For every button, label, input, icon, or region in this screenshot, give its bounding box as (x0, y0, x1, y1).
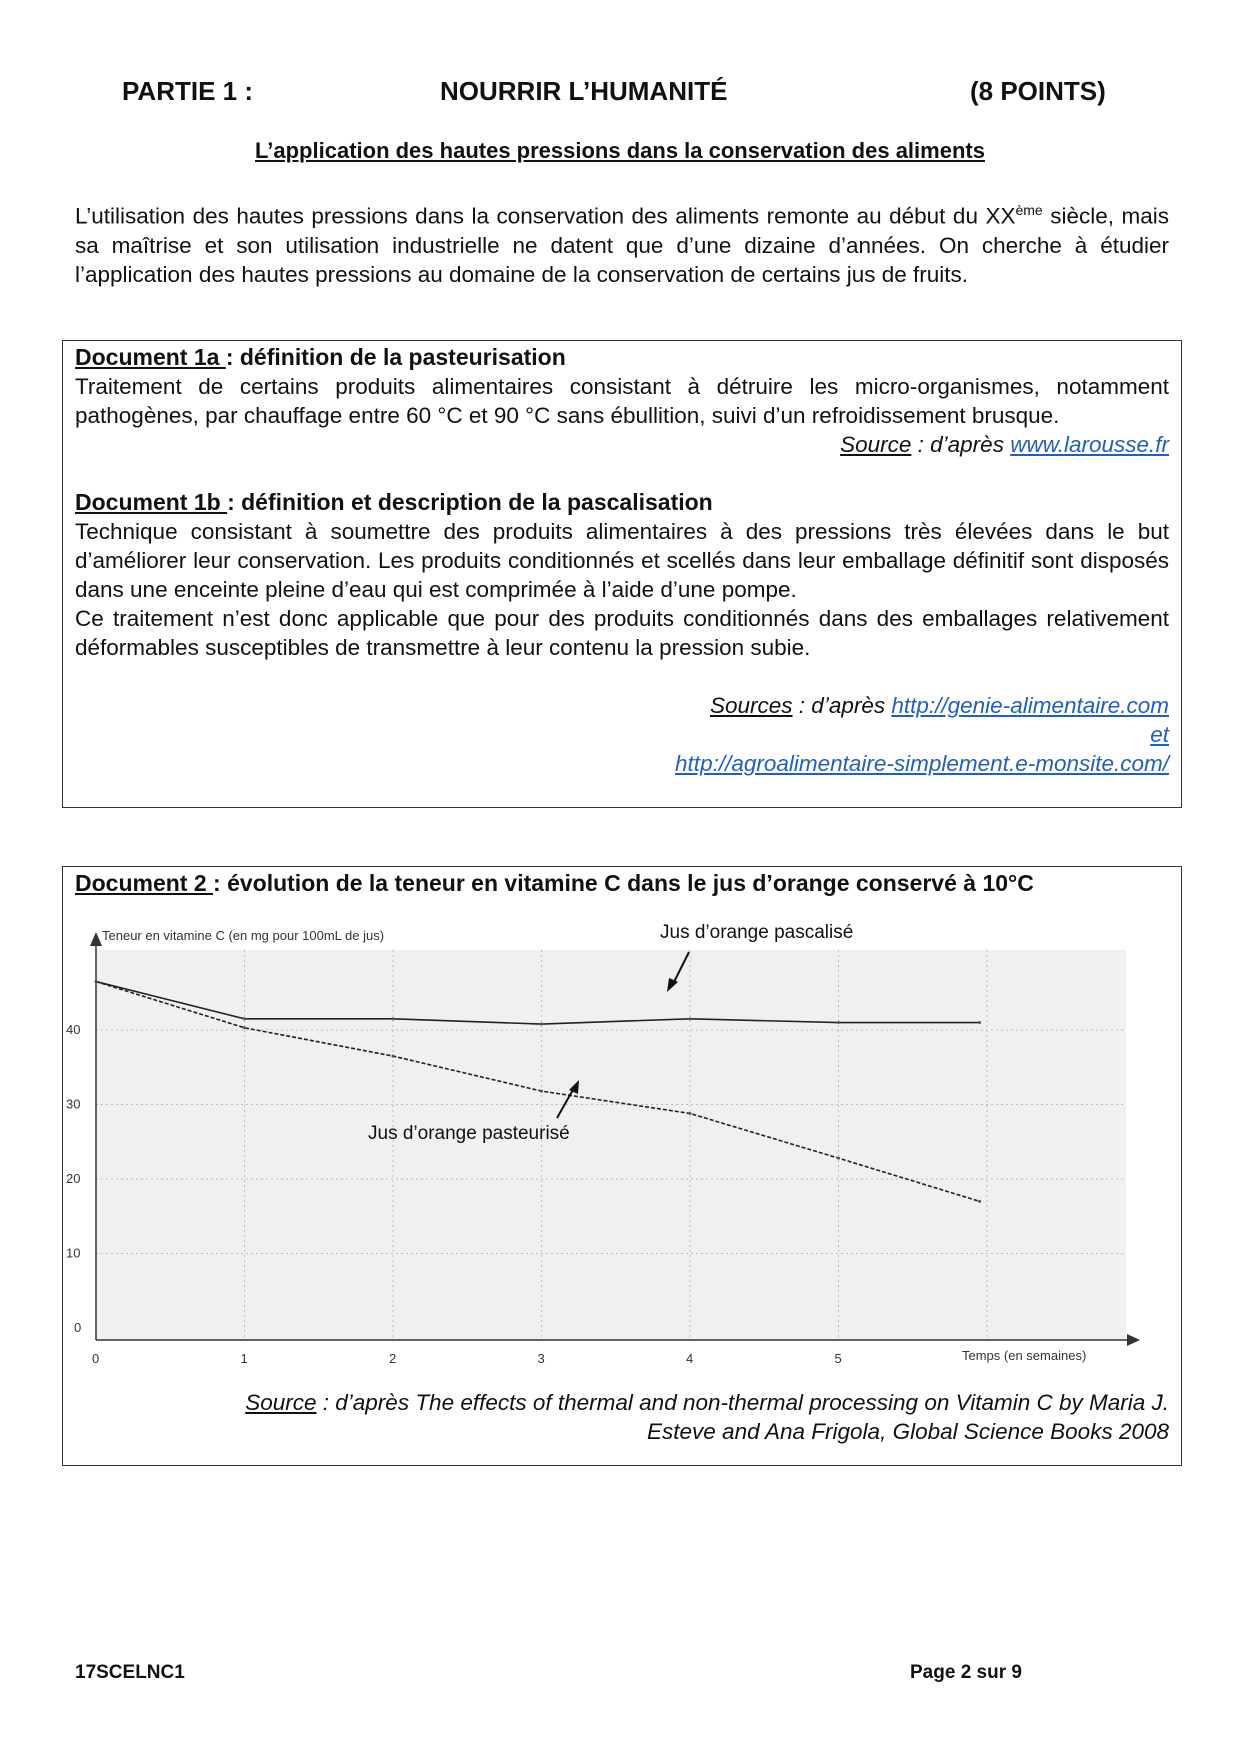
footer-page-number: Page 2 sur 9 (910, 1662, 1022, 1683)
part-label: PARTIE 1 : (122, 76, 253, 106)
series-1-point (243, 1026, 246, 1029)
doc1b-source-text: : d’après (792, 693, 892, 718)
series-1-point (978, 1200, 981, 1203)
intro-text-a: L’utilisation des hautes pressions dans la conservation des aliments remonte au début du XX (75, 203, 1016, 229)
chart-plot-background (96, 950, 1126, 1340)
series-0-point (392, 1017, 395, 1020)
x-tick-label: 5 (834, 1351, 842, 1366)
part-points: (8 POINTS) (970, 76, 1106, 106)
doc1a-text: Traitement de certains produits alimentaires consistant à détruire les micro-organismes, notamment pathogènes, par chauffage entre 60 °C et 90 °C sans ébullition, suivi d’un refroidissement brusque. (75, 374, 1169, 428)
series-0-point (978, 1021, 981, 1024)
doc1a-title: : définition de la pasteurisation (225, 344, 566, 370)
x-tick-label: 4 (686, 1351, 694, 1366)
x-axis-arrow (1127, 1334, 1140, 1346)
doc2-heading (75, 869, 1169, 898)
doc1a-source (75, 430, 1169, 459)
series-1-point (540, 1090, 543, 1093)
series-1-point (837, 1157, 840, 1160)
section-subtitle: L’application des hautes pressions dans la conservation des aliments (255, 138, 985, 163)
doc2-source-text-1: : d’après The effects of thermal and non-thermal processing on Vitamin C by Maria J. (316, 1390, 1169, 1415)
doc1a-source-link[interactable]: www.larousse.fr (1010, 432, 1169, 457)
doc2-source-line-2: Esteve and Ana Frigola, Global Science Books 2008 (647, 1419, 1169, 1444)
x-tick-label: 2 (389, 1351, 397, 1366)
y-tick-label: 30 (66, 1096, 81, 1112)
doc1a-source-text: : d’après (911, 432, 1011, 457)
intro-sup: ème (1015, 202, 1043, 218)
intro-text-b: siècle, mais sa maîtrise et son utilisation industrielle ne datent que d’une dizaine d’années. On cherche à étudier l’application des hautes pressions au domaine de la conservation de certains jus de fruits. (75, 203, 1169, 287)
y-tick-label: 10 (66, 1245, 81, 1261)
doc1b-source-link-2[interactable]: http://agroalimentaire-simplement.e-monsite.com/ (675, 751, 1169, 776)
series-1-point (392, 1055, 395, 1058)
doc2-source-line-1 (75, 1388, 1169, 1417)
series-1-point (95, 980, 98, 983)
doc1b-title: : définition et description de la pascalisation (227, 489, 713, 515)
vitamin-c-chart (66, 920, 1142, 1380)
doc1b-heading (75, 488, 1169, 517)
doc1b-text-1: Technique consistant à soumettre des produits alimentaires à des pressions très élevées dans le but d’améliorer leur conservation. Les produits conditionnés et scellés dans leur emballage définitif sont disposés dans une enceinte pleine d’eau qui est comprimée à l’aide d’une pompe. (75, 519, 1169, 602)
part-title: NOURRIR L’HUMANITÉ (440, 76, 728, 106)
x-tick-label: 0 (92, 1351, 100, 1366)
doc1b-source-label: Sources (710, 693, 793, 718)
y-tick-label: 20 (66, 1171, 81, 1186)
document-1-box (62, 340, 1182, 808)
doc1a-heading (75, 343, 1169, 372)
y-tick-label: 40 (66, 1022, 81, 1037)
annotation-pascalise: Jus d’orange pascalisé (660, 922, 854, 943)
y-tick-label: 0 (74, 1320, 82, 1335)
doc1b-source-link-line (75, 749, 1169, 778)
intro-paragraph (75, 196, 1169, 289)
doc1b-source-link-1[interactable]: http://genie-alimentaire.com (891, 693, 1169, 718)
y-axis-arrow (90, 932, 102, 946)
doc1b-source-and[interactable]: et (1150, 722, 1169, 747)
doc2-title: : évolution de la teneur en vitamine C dans le jus d’orange conservé à 10°C (213, 870, 1034, 896)
footer-code: 17SCELNC1 (75, 1662, 185, 1683)
x-axis-label: Temps (en semaines) (962, 1348, 1087, 1363)
y-axis-label: Teneur en vitamine C (en mg pour 100mL de jus) (102, 928, 385, 943)
x-tick-label: 3 (537, 1351, 545, 1366)
series-0-point (689, 1017, 692, 1020)
x-tick-label: 1 (240, 1351, 248, 1366)
series-0-point (540, 1023, 543, 1026)
doc1b-label: Document 1b (75, 489, 228, 515)
doc1a-source-label: Source (840, 432, 912, 457)
doc1a-label: Document 1a (75, 344, 226, 370)
series-1-point (689, 1112, 692, 1115)
annotation-pasteurise: Jus d’orange pasteurisé (368, 1123, 570, 1144)
series-0-point (243, 1017, 246, 1020)
doc1b-source-and-line (75, 720, 1169, 749)
doc2-label: Document 2 (75, 870, 214, 896)
doc2-source-label: Source (245, 1390, 317, 1415)
series-0-point (837, 1021, 840, 1024)
doc1b-source (75, 691, 1169, 720)
doc1b-text-2: Ce traitement n’est donc applicable que pour des produits conditionnés dans des emballages relativement déformables susceptibles de transmettre à leur contenu la pression subie. (75, 606, 1169, 660)
